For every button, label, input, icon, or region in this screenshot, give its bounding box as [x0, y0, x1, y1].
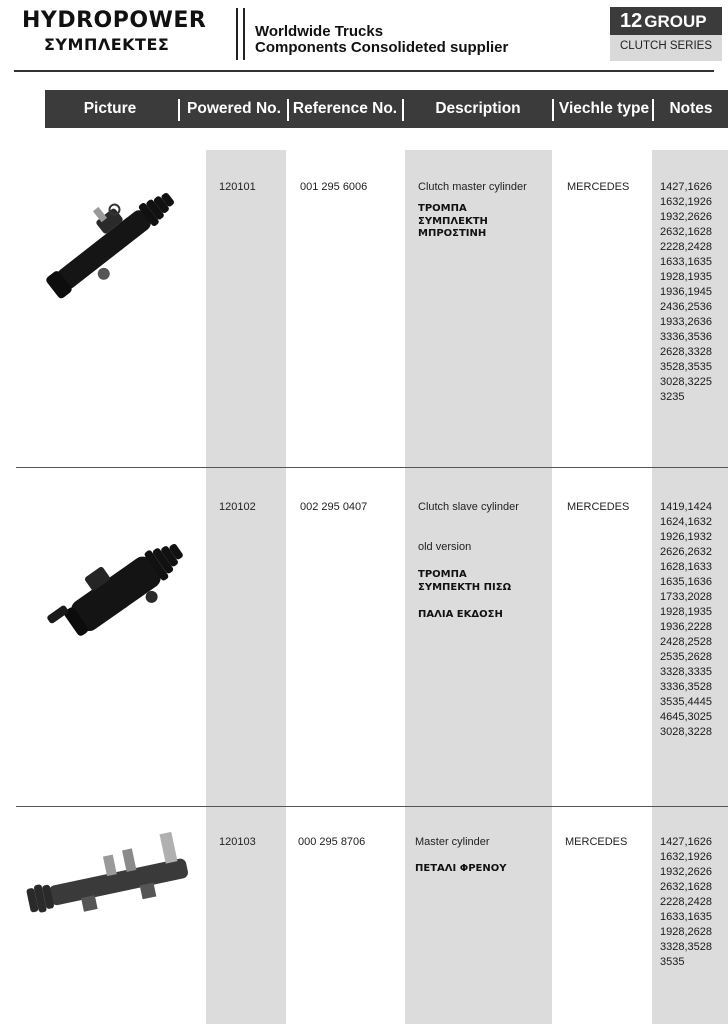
note-entry: 2626,2632 — [660, 546, 712, 558]
note-entry: 3336,3528 — [660, 681, 712, 693]
description: Master cylinder — [415, 836, 490, 848]
reference-no: 000 295 8706 — [298, 836, 366, 848]
note-entry: 1633,1635 — [660, 256, 712, 268]
note-entry: 2228,2428 — [660, 241, 712, 253]
col-header-reference-no: Reference No. — [292, 100, 398, 117]
powered-no: 120103 — [219, 836, 256, 848]
description: Clutch slave cylinder — [418, 501, 519, 513]
note-entry: 3028,3228 — [660, 726, 712, 738]
powered-no-column-shade — [206, 150, 286, 1024]
clutch-slave-cylinder-photo — [40, 510, 210, 665]
note-entry: 2632,1628 — [660, 226, 712, 238]
note-entry: 1427,1626 — [660, 181, 712, 193]
col-header-picture: Picture — [83, 100, 137, 117]
header-divider — [236, 8, 238, 60]
note-entry: 1936,1945 — [660, 286, 712, 298]
master-cylinder-photo — [18, 825, 208, 940]
note-entry: 1633,1635 — [660, 911, 712, 923]
col-header-notes: Notes — [669, 100, 713, 117]
note-entry: 3028,3225 — [660, 376, 712, 388]
note-entry: 1928,1935 — [660, 606, 712, 618]
note-entry: 2428,2528 — [660, 636, 712, 648]
description-greek: ΤΡΟΜΠΑ ΣΥΜΠΛΕΚΤΗ ΜΠΡΟΣΤΙΝΗ — [418, 203, 488, 239]
description: Clutch master cylinder — [418, 181, 527, 193]
note-entry: 4645,3025 — [660, 711, 712, 723]
note-entry: 1632,1926 — [660, 851, 712, 863]
note-entry: 2628,3328 — [660, 346, 712, 358]
note-entry: 2632,1628 — [660, 881, 712, 893]
col-header-vehicle-type: Viechle type — [558, 100, 650, 117]
description-greek-2: ΠΑΛΙΑ ΕΚΔΟΣΗ — [418, 609, 503, 620]
vehicle-type: MERCEDES — [567, 181, 630, 193]
note-entry: 2535,2628 — [660, 651, 712, 663]
group-word: GROUP — [644, 12, 707, 31]
note-entry: 2436,2536 — [660, 301, 712, 313]
group-number: 12 — [620, 10, 643, 32]
note-entry: 2228,2428 — [660, 896, 712, 908]
note-entry: 1419,1424 — [660, 501, 712, 513]
note-entry: 1427,1626 — [660, 836, 712, 848]
row-divider — [16, 806, 728, 807]
note-entry: 1628,1633 — [660, 561, 712, 573]
note-entry: 1932,2626 — [660, 211, 712, 223]
reference-no: 002 295 0407 — [300, 501, 368, 513]
note-entry: 3535,4445 — [660, 696, 712, 708]
note-entry: 1926,1932 — [660, 531, 712, 543]
brand-name: HYDROPOWER — [22, 8, 207, 33]
col-header-description: Description — [435, 100, 521, 117]
tagline-line-2: Components Consolideted supplier — [255, 39, 509, 56]
powered-no: 120101 — [219, 181, 256, 193]
note-entry: 3328,3528 — [660, 941, 712, 953]
brand-logo — [22, 8, 232, 56]
group-badge — [610, 7, 722, 61]
note-entry: 1936,2228 — [660, 621, 712, 633]
note-entry: 1928,2628 — [660, 926, 712, 938]
description-greek: ΤΡΟΜΠΑ ΣΥΜΠΕΚΤΗ ΠΙΣΩ — [418, 569, 512, 593]
vehicle-type: MERCEDES — [567, 501, 630, 513]
header-divider — [243, 8, 245, 60]
notes-list — [660, 835, 728, 970]
header-rule — [14, 70, 714, 72]
brand-subtitle: ΣΥΜΠΛΕΚΤΕΣ — [44, 35, 170, 54]
reference-no: 001 295 6006 — [300, 181, 368, 193]
note-entry: 1932,2626 — [660, 866, 712, 878]
col-header-powered-no: Powered No. — [187, 100, 281, 117]
powered-no: 120102 — [219, 501, 256, 513]
description-extra: old version — [418, 541, 472, 553]
clutch-master-cylinder-photo — [18, 180, 208, 315]
note-entry: 3528,3535 — [660, 361, 712, 373]
table-header — [45, 90, 728, 128]
note-entry: 1632,1926 — [660, 196, 712, 208]
note-entry: 1733,2028 — [660, 591, 712, 603]
notes-list — [660, 500, 728, 740]
tagline-line-1: Worldwide Trucks — [255, 23, 384, 40]
row-divider — [16, 467, 728, 468]
tagline — [255, 24, 508, 56]
note-entry: 1928,1935 — [660, 271, 712, 283]
note-entry: 3235 — [660, 391, 685, 403]
note-entry: 3535 — [660, 956, 685, 968]
series-label: CLUTCH SERIES — [619, 40, 713, 52]
group-label — [610, 7, 722, 35]
note-entry: 1635,1636 — [660, 576, 712, 588]
note-entry: 1933,2636 — [660, 316, 712, 328]
note-entry: 3336,3536 — [660, 331, 712, 343]
notes-list — [660, 180, 728, 405]
note-entry: 3328,3335 — [660, 666, 712, 678]
vehicle-type: MERCEDES — [565, 836, 628, 848]
description-greek: ΠΕΤΑΛΙ ΦΡΕΝΟΥ — [415, 863, 507, 874]
note-entry: 1624,1632 — [660, 516, 712, 528]
